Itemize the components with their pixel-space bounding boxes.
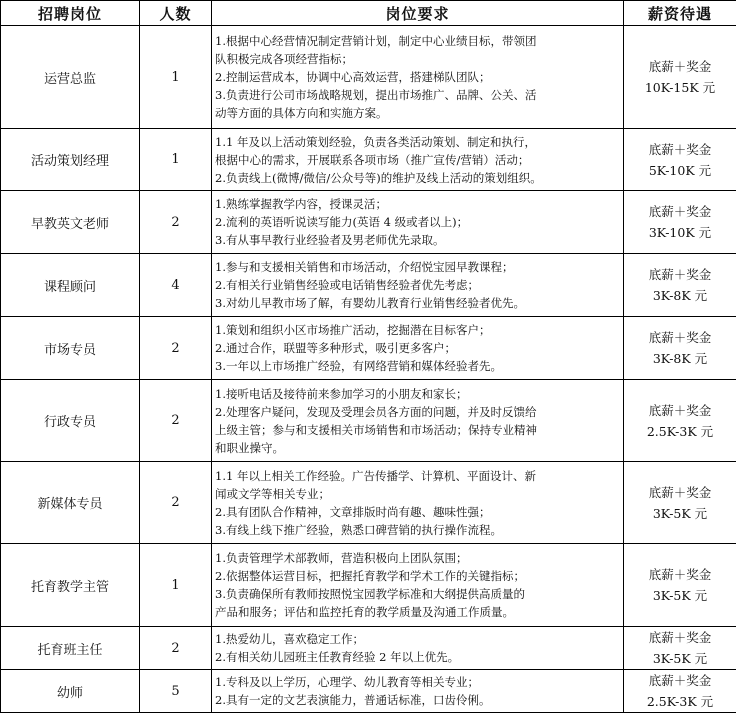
job-salary <box>624 129 736 191</box>
requirement-line: 动等方面的具体方向和实施方案。 <box>215 106 388 120</box>
job-position: 活动策划经理 <box>1 129 140 191</box>
job-rows <box>1 26 736 713</box>
job-position: 新媒体专员 <box>1 462 140 544</box>
salary-type: 底薪＋奖金 <box>648 141 712 157</box>
requirement-line: 3.对幼儿早教市场了解，有婴幼儿教育行业销售经验者优先。 <box>215 296 525 310</box>
requirement-line: 1.专科及以上学历，心理学、幼儿教育等相关专业； <box>215 675 479 689</box>
salary-type: 底薪＋奖金 <box>648 267 712 282</box>
requirement-line: 2.有相关幼儿园班主任教育经验 2 年以上优先。 <box>215 650 460 664</box>
job-salary <box>624 26 736 129</box>
requirement-line: 3.负责确保所有教师按照悦宝园教学标准和大纲提供高质量的 <box>215 587 525 601</box>
job-headcount: 2 <box>140 380 212 462</box>
requirement-line: 上级主管；参与和支援相关市场销售和市场活动；保持专业精神 <box>215 422 537 437</box>
job-requirements <box>212 254 624 317</box>
job-requirements <box>212 380 624 462</box>
salary-range: 3K-5K 元 <box>652 651 708 666</box>
requirement-line: 根据中心的需求，开展联系各项市场（推广宣传/营销）活动； <box>215 152 530 167</box>
salary-range: 3K-5K 元 <box>652 588 708 603</box>
salary-type: 底薪＋奖金 <box>648 567 712 582</box>
requirement-line: 2.依据整体运营目标，把握托育教学和学术工作的关键指标； <box>215 569 525 583</box>
requirement-line: 1.参与和支援相关销售和市场活动，介绍悦宝园早教课程； <box>215 260 514 274</box>
job-row <box>1 317 736 380</box>
requirement-line: 3.有从事早教行业经验者及男老师优先录取。 <box>215 233 445 247</box>
job-position: 行政专员 <box>1 380 140 462</box>
job-headcount: 2 <box>140 627 212 670</box>
job-salary <box>624 627 736 670</box>
job-row <box>1 26 736 129</box>
salary-range: 3K-5K 元 <box>652 505 708 521</box>
job-requirements <box>212 129 624 191</box>
header-position: 招聘岗位 <box>1 1 140 26</box>
job-row <box>1 670 736 713</box>
salary-type: 底薪＋奖金 <box>648 330 712 345</box>
job-headcount: 2 <box>140 317 212 380</box>
requirement-line: 2.具有一定的文艺表演能力，普通话标准，口齿伶俐。 <box>215 693 491 707</box>
requirement-line: 1.1 年以上相关工作经验。广告传播学、计算机、平面设计、新 <box>215 468 536 483</box>
job-headcount: 2 <box>140 191 212 254</box>
job-position: 市场专员 <box>1 317 140 380</box>
salary-range: 2.5K-3K 元 <box>646 694 714 709</box>
job-row <box>1 129 736 191</box>
job-requirements <box>212 191 624 254</box>
salary-type: 底薪＋奖金 <box>648 673 712 688</box>
job-requirements <box>212 462 624 544</box>
requirement-line: 2.负责线上(微博/微信/公众号等)的维护及线上活动的策划组织。 <box>215 170 542 185</box>
job-headcount: 2 <box>140 462 212 544</box>
job-headcount: 1 <box>140 129 212 191</box>
job-headcount: 1 <box>140 26 212 129</box>
job-position: 运营总监 <box>1 26 140 129</box>
requirement-line: 1.负责管理学术部教师，营造积极向上团队氛围； <box>215 551 468 565</box>
salary-type: 底薪＋奖金 <box>648 630 712 645</box>
job-headcount: 4 <box>140 254 212 317</box>
requirement-line: 队积极完成各项经营指标； <box>215 52 353 66</box>
requirement-line: 2.流利的英语听说读写能力(英语 4 级或者以上)； <box>215 215 469 229</box>
job-headcount: 1 <box>140 544 212 627</box>
salary-range: 2.5K-3K 元 <box>646 423 714 439</box>
job-requirements <box>212 26 624 129</box>
salary-range: 5K-10K 元 <box>648 162 712 178</box>
job-row <box>1 191 736 254</box>
job-salary <box>624 254 736 317</box>
job-requirements <box>212 627 624 670</box>
salary-type: 底薪＋奖金 <box>648 204 712 219</box>
requirement-line: 2.控制运营成本，协调中心高效运营，搭建梯队团队； <box>215 70 491 84</box>
requirement-line: 3.一年以上市场推广经验，有网络营销和媒体经验者先。 <box>215 359 502 373</box>
job-requirements <box>212 317 624 380</box>
requirement-line: 产品和服务；评估和监控托育的教学质量及沟通工作质量。 <box>215 605 514 619</box>
job-salary <box>624 544 736 627</box>
salary-range: 3K-8K 元 <box>652 351 708 366</box>
requirement-line: 3.负责进行公司市场战略规划，提出市场推广、品牌、公关、活 <box>215 88 537 102</box>
salary-type: 底薪＋奖金 <box>648 484 712 500</box>
requirement-line: 1.熟练掌握教学内容，授课灵活； <box>215 197 387 211</box>
job-position: 托育班主任 <box>1 627 140 670</box>
job-requirements <box>212 544 624 627</box>
job-position: 托育教学主管 <box>1 544 140 627</box>
job-row <box>1 254 736 317</box>
requirement-line: 1.接听电话及接待前来参加学习的小朋友和家长； <box>215 386 468 401</box>
job-row <box>1 380 736 462</box>
requirement-line: 2.具有团队合作精神，文章排版时尚有趣、趣味性强； <box>215 504 491 519</box>
salary-type: 底薪＋奖金 <box>648 402 712 418</box>
job-requirements <box>212 670 624 713</box>
job-row <box>1 462 736 544</box>
job-row <box>1 544 736 627</box>
job-row <box>1 627 736 670</box>
requirement-line: 1.策划和组织小区市场推广活动，挖掘潜在目标客户； <box>215 323 491 337</box>
requirement-line: 2.通过合作，联盟等多种形式，吸引更多客户； <box>215 341 456 355</box>
requirement-line: 1.热爱幼儿，喜欢稳定工作； <box>215 632 364 646</box>
requirement-line: 2.有相关行业销售经验或电话销售经验者优先考虑； <box>215 278 479 292</box>
requirement-line: 闻或文学等相关专业； <box>215 486 330 501</box>
requirement-line: 和职业操守。 <box>215 440 284 455</box>
header-salary: 薪资待遇 <box>624 1 736 26</box>
job-salary <box>624 462 736 544</box>
salary-range: 10K-15K 元 <box>644 80 716 95</box>
job-salary <box>624 191 736 254</box>
job-position: 幼师 <box>1 670 140 713</box>
requirement-line: 2.处理客户疑问，发现及受理会员各方面的问题，并及时反馈给 <box>215 404 537 419</box>
header-row <box>1 1 736 26</box>
job-salary <box>624 670 736 713</box>
salary-range: 3K-10K 元 <box>648 225 712 240</box>
salary-type: 底薪＋奖金 <box>648 59 712 74</box>
requirement-line: 1.根据中心经营情况制定营销计划，制定中心业绩目标，带领团 <box>215 34 537 48</box>
job-headcount: 5 <box>140 670 212 713</box>
header-count: 人数 <box>140 1 212 26</box>
requirement-line: 3.有线上线下推广经验，熟悉口碑营销的执行操作流程。 <box>215 522 502 537</box>
header-requirements: 岗位要求 <box>212 1 624 26</box>
salary-range: 3K-8K 元 <box>652 288 708 303</box>
job-salary <box>624 380 736 462</box>
requirement-line: 1.1 年及以上活动策划经验，负责各类活动策划、制定和执行， <box>215 134 536 149</box>
job-position: 早教英文老师 <box>1 191 140 254</box>
job-position: 课程顾问 <box>1 254 140 317</box>
job-salary <box>624 317 736 380</box>
